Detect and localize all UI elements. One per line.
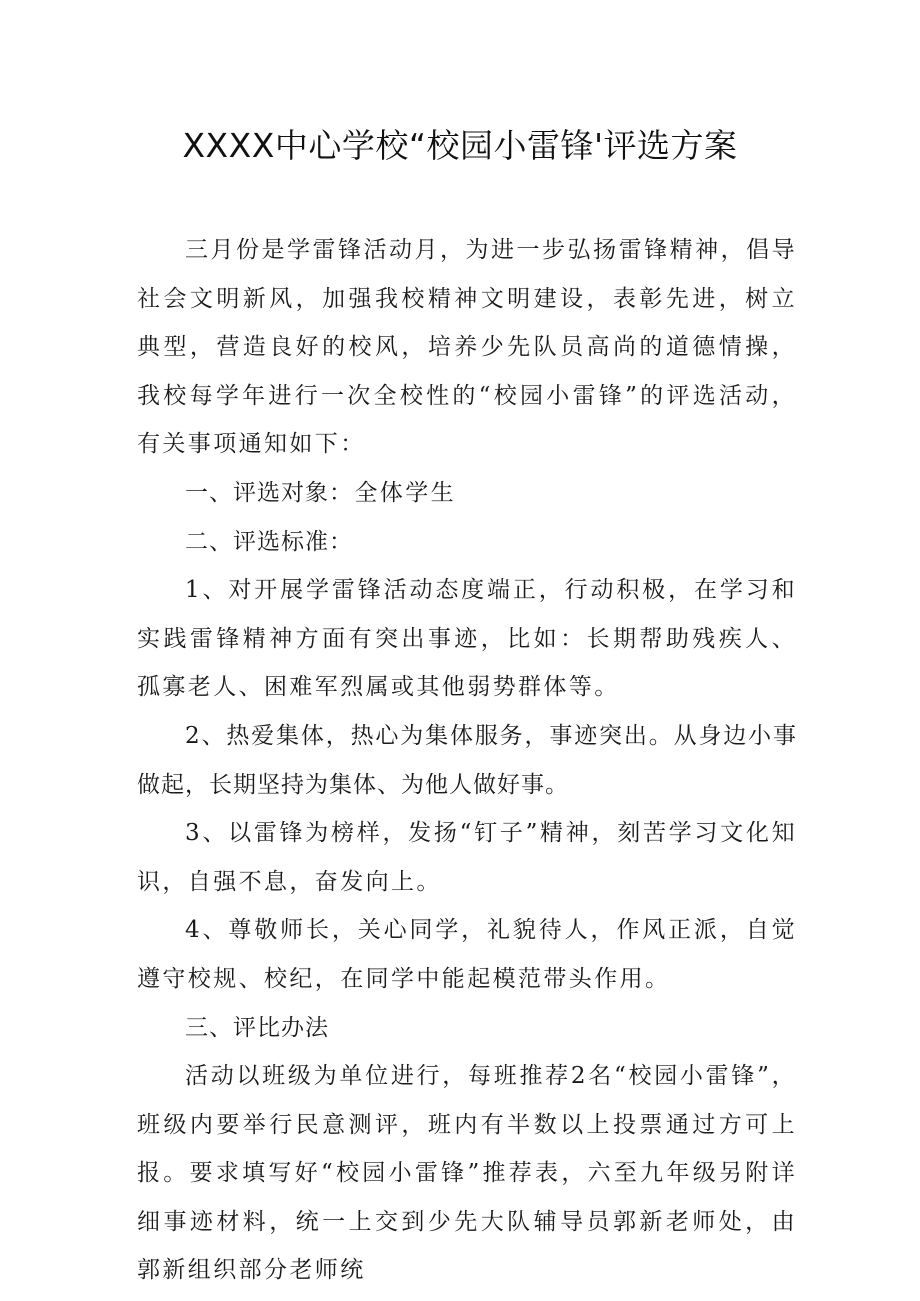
document-title: XXXX中心学校“校园小雷锋'评选方案	[182, 126, 738, 165]
section-heading-1	[137, 469, 797, 518]
section-heading-2-label: 二、评选标准：	[185, 528, 353, 555]
section-heading-3	[137, 1004, 797, 1053]
criterion-paragraph-3: 3、以雷锋为榜样，发扬“钉子”精神，刻苦学习文化知识，自强不息，奋发向上。	[137, 820, 797, 895]
section-heading-1-value: ：全体学生	[329, 479, 456, 506]
criterion-paragraph-1: 1、对开展学雷锋活动态度端正，行动积极，在学习和实践雷锋精神方面有突出事迹，比如：长期帮助残疾人、孤寡老人、困难军烈属或其他弱势群体等。	[137, 577, 797, 701]
intro-paragraph: 三月份是学雷锋活动月，为进一步弘扬雷锋精神，倡导社会文明新风，加强我校精神文明建设，表彰先进，树立典型，营造良好的校风，培养少先队员高尚的道德情操，我校每学年进行一次全校性的“校园小雷锋”的评选活动，有关事项通知如下：	[137, 237, 797, 458]
section-heading-3-label: 三、评比办法	[185, 1014, 329, 1041]
section-heading-1-label: 一、评选对象	[185, 479, 329, 506]
criterion-paragraph-4: 4、尊敬师长，关心同学，礼貌待人，作风正派，自觉遵守校规、校纪，在同学中能起模范带头作用。	[137, 917, 797, 992]
criterion-paragraph-2: 2、热爱集体，热心为集体服务，事迹突出。从身边小事做起，长期坚持为集体、为他人做好事。	[137, 722, 797, 798]
section-heading-2	[137, 518, 797, 567]
method-paragraph: 活动以班级为单位进行，每班推荐2名“校园小雷锋”，班级内要举行民意测评，班内有半数以上投票通过方可上报。要求填写好“校园小雷锋”推荐表，六至九年级另附详细事迹材料，统一上交到少先大队辅导员郭新老师处，由郭新组织部分老师统	[137, 1063, 797, 1284]
document-body	[137, 226, 797, 1295]
